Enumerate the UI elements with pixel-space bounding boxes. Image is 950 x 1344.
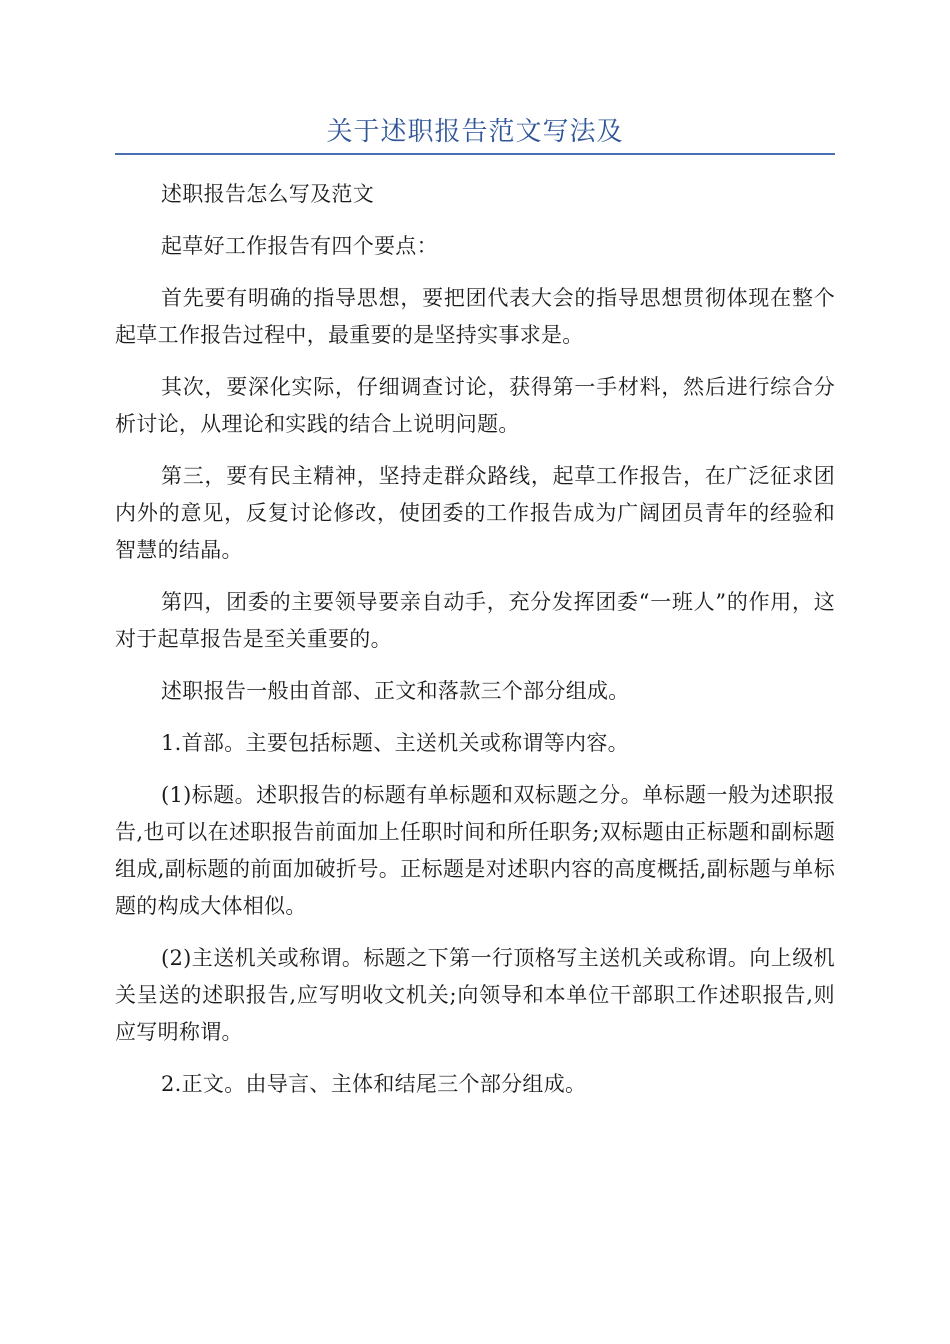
paragraph: 第四，团委的主要领导要亲自动手，充分发挥团委“一班人”的作用，这对于起草报告是至关重要的。: [115, 590, 835, 651]
paragraph: 述职报告怎么写及范文: [161, 182, 374, 206]
paragraph: (2)主送机关或称谓。标题之下第一行顶格写主送机关或称谓。向上级机关呈送的述职报告,应写明收文机关;向领导和本单位干部职工作述职报告,则应写明称谓。: [115, 946, 835, 1044]
paragraph: 首先要有明确的指导思想，要把团代表大会的指导思想贯彻体现在整个起草工作报告过程中，最重要的是坚持实事求是。: [115, 286, 835, 347]
title-underline: [115, 153, 835, 155]
document-body: [115, 176, 835, 1118]
paragraph: 其次，要深化实际，仔细调查讨论，获得第一手材料，然后进行综合分析讨论，从理论和实践的结合上说明问题。: [115, 375, 835, 436]
paragraph: 述职报告一般由首部、正文和落款三个部分组成。: [161, 679, 630, 703]
paragraph: 1.首部。主要包括标题、主送机关或称谓等内容。: [161, 731, 629, 755]
paragraph: (1)标题。述职报告的标题有单标题和双标题之分。单标题一般为述职报告,也可以在述职报告前面加上任职时间和所任职务;双标题由正标题和副标题组成,副标题的前面加破折号。正标题是对述职内容的高度概括,副标题与单标题的构成大体相似。: [115, 783, 835, 918]
paragraph: 起草好工作报告有四个要点：: [161, 234, 438, 258]
paragraph: 第三，要有民主精神，坚持走群众路线，起草工作报告，在广泛征求团内外的意见，反复讨论修改，使团委的工作报告成为广阔团员青年的经验和智慧的结晶。: [115, 464, 835, 562]
document-title: 关于述职报告范文写法及: [326, 117, 624, 147]
paragraph: 2.正文。由导言、主体和结尾三个部分组成。: [161, 1072, 587, 1096]
